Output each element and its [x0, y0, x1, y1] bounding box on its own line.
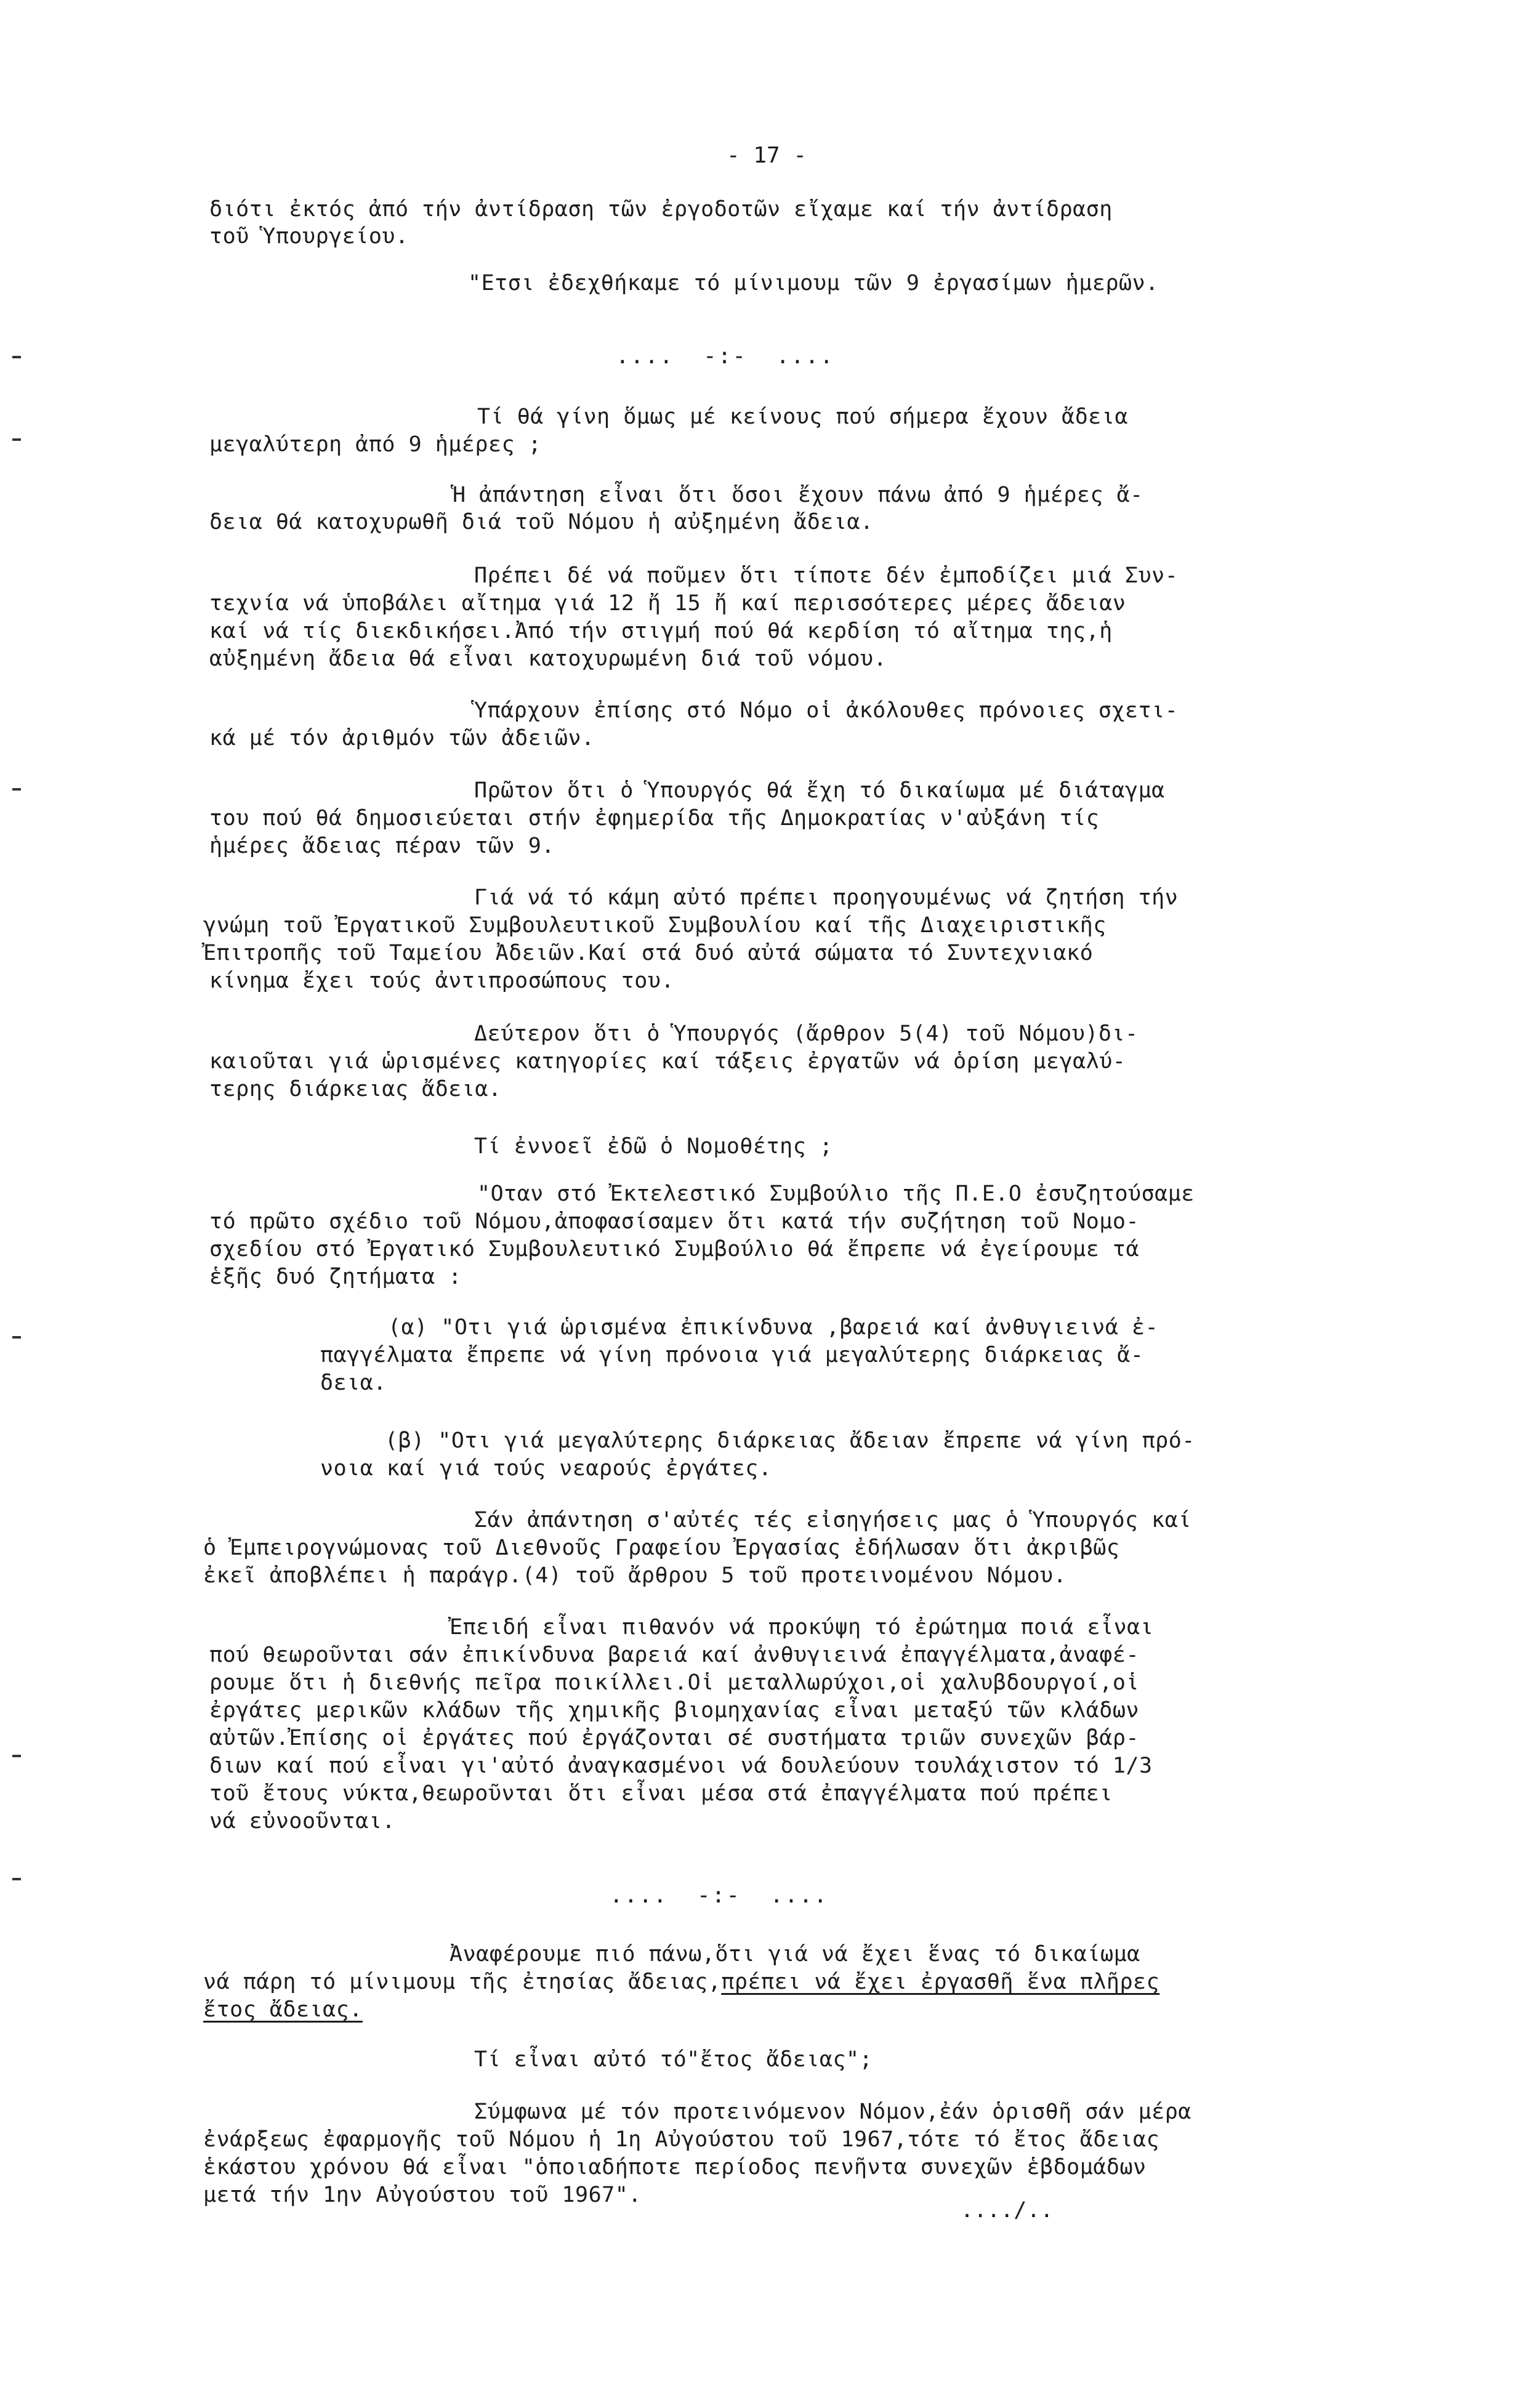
- continuation-mark: ..../..: [961, 2198, 1054, 2223]
- text-line: καιοῦται γιά ὡρισμένες κατηγορίες καί τάξεις ἐργατῶν νά ὁρίση μεγαλύ-: [209, 1049, 1126, 1074]
- text-line: νοια καί γιά τούς νεαρούς ἐργάτες.: [320, 1456, 772, 1481]
- text-line: Ἐπειδή εἶναι πιθανόν νά προκύψη τό ἐρώτημα ποιά εἶναι: [450, 1615, 1154, 1640]
- text-line: κά μέ τόν ἀριθμόν τῶν ἀδειῶν.: [209, 726, 595, 751]
- text-line: Ἡ ἀπάντηση εἶναι ὅτι ὅσοι ἔχουν πάνω ἀπό 9 ἡμέρες ἄ-: [453, 483, 1143, 507]
- text-line: δεια θά κατοχυρωθῆ διά τοῦ Νόμου ἡ αὐξημένη ἄδεια.: [209, 510, 874, 534]
- text-line: Ἐπιτροπῆς τοῦ Ταμείου Ἀδειῶν.Καί στά δυό αὐτά σώματα τό Συντεχνιακό: [203, 941, 1094, 965]
- text-line: Δεύτερον ὅτι ὁ Ὑπουργός (ἄρθρον 5(4) τοῦ Νόμου)δι-: [474, 1021, 1139, 1046]
- text-line: διων καί πού εἶναι γι'αὐτό ἀναγκασμένοι νά δουλεύουν τουλάχιστον τό 1/3: [209, 1754, 1153, 1778]
- text-line: Σάν ἀπάντηση σ'αὐτές τές εἰσηγήσεις μας ὁ Ὑπουργός καί: [474, 1508, 1191, 1532]
- text-line: τερης διάρκειας ἄδεια.: [209, 1077, 502, 1101]
- text-line: τό πρῶτο σχέδιο τοῦ Νόμου,ἀποφασίσαμεν ὅτι κατά τήν συζήτηση τοῦ Νομο-: [209, 1209, 1140, 1234]
- text-line: [203, 1968, 1159, 1995]
- page-number: - 17 -: [727, 143, 807, 168]
- text-line: τοῦ ἔτους νύκτα,θεωροῦνται ὅτι εἶναι μέσα στά ἐπαγγέλματα πού πρέπει: [209, 1781, 1113, 1806]
- margin-mark: [12, 1755, 21, 1757]
- text-line: Τί εἶναι αὐτό τό"ἔτος ἄδειας";: [474, 2047, 873, 2072]
- margin-mark: [12, 788, 21, 791]
- text-line: μετά τήν 1ην Αὐγούστου τοῦ 1967".: [203, 2183, 642, 2207]
- underlined-phrase: πρέπει νά ἔχει ἐργασθῆ ἕνα πλῆρες: [721, 1970, 1160, 1994]
- text-line: "Ετσι ἐδεχθήκαμε τό μίνιμουμ τῶν 9 ἐργασίμων ἡμερῶν.: [468, 271, 1159, 296]
- text-line: Ὑπάρχουν ἐπίσης στό Νόμο οἱ ἀκόλουθες πρόνοιες σχετι-: [474, 698, 1179, 723]
- text-line: διότι ἐκτός ἀπό τήν ἀντίδραση τῶν ἐργοδοτῶν εἴχαμε καί τήν ἀντίδραση: [209, 197, 1113, 222]
- text-line: ἡμέρες ἄδειας πέραν τῶν 9.: [209, 834, 555, 858]
- text-line: (α) "Οτι γιά ὡρισμένα ἐπικίνδυνα ,βαρειά καί ἀνθυγιεινά ἐ-: [388, 1315, 1159, 1340]
- text-line: Πρῶτον ὅτι ὁ Ὑπουργός θά ἔχη τό δικαίωμα μέ διάταγμα: [474, 778, 1165, 803]
- text-line: (β) "Οτι γιά μεγαλύτερης διάρκειας ἄδειαν ἔπρεπε νά γίνη πρό-: [385, 1428, 1195, 1453]
- section-separator: .... -:- ....: [616, 344, 835, 369]
- text-line: ἑκάστου χρόνου θά εἶναι "ὁποιαδήποτε περίοδος πενῆντα συνεχῶν ἑβδομάδων: [203, 2155, 1147, 2180]
- text-line: αὐτῶν.Ἐπίσης οἱ ἐργάτες πού ἐργάζονται σέ συστήματα τριῶν συνεχῶν βάρ-: [209, 1726, 1140, 1750]
- text-line: Τί ἐννοεῖ ἐδῶ ὁ Νομοθέτης ;: [474, 1134, 833, 1159]
- text-segment: νά πάρη τό μίνιμουμ τῆς ἐτησίας ἄδειας,: [203, 1970, 722, 1994]
- margin-mark: [12, 438, 21, 441]
- text-line: σχεδίου στό Ἐργατικό Συμβουλευτικό Συμβούλιο θά ἔπρεπε νά ἐγείρουμε τά: [209, 1237, 1140, 1262]
- text-line: τεχνία νά ὑποβάλει αἴτημα γιά 12 ἤ 15 ἤ καί περισσότερες μέρες ἄδειαν: [209, 591, 1126, 616]
- text-line: τοῦ Ὑπουργείου.: [209, 224, 409, 249]
- text-line: πού θεωροῦνται σάν ἐπικίνδυνα βαρειά καί ἀνθυγιεινά ἐπαγγέλματα,ἀναφέ-: [209, 1643, 1140, 1667]
- text-line: παγγέλματα ἔπρεπε νά γίνη πρόνοια γιά μεγαλύτερης διάρκειας ἄ-: [320, 1343, 1144, 1367]
- text-line: Τί θά γίνη ὅμως μέ κείνους πού σήμερα ἔχουν ἄδεια: [477, 405, 1129, 429]
- text-line: ἐκεῖ ἀποβλέπει ἡ παράγρ.(4) τοῦ ἄρθρου 5 τοῦ προτεινομένου Νόμου.: [203, 1563, 1067, 1588]
- underlined-line: ἔτος ἄδειας.: [203, 1997, 363, 2022]
- text-line: ἑξῆς δυό ζητήματα :: [209, 1265, 462, 1289]
- text-line: ἐνάρξεως ἐφαρμογῆς τοῦ Νόμου ἡ 1η Αὐγούστου τοῦ 1967,τότε τό ἔτος ἄδειας: [203, 2127, 1160, 2152]
- text-line: αὐξημένη ἄδεια θά εἶναι κατοχυρωμένη διά τοῦ νόμου.: [209, 646, 887, 671]
- text-line: Πρέπει δέ νά ποῦμεν ὅτι τίποτε δέν ἐμποδίζει μιά Συν-: [474, 563, 1179, 588]
- text-line: ὁ Ἐμπειρογνώμονας τοῦ Διεθνοῦς Γραφείου Ἐργασίας ἐδήλωσαν ὅτι ἀκριβῶς: [203, 1536, 1120, 1560]
- text-line: Ἀναφέρουμε πιό πάνω,ὅτι γιά νά ἔχει ἕνας τό δικαίωμα: [450, 1942, 1140, 1967]
- text-line: του πού θά δημοσιεύεται στήν ἐφημερίδα τῆς Δημοκρατίας ν'αὐξάνη τίς: [209, 806, 1100, 831]
- section-separator: .... -:- ....: [610, 1883, 829, 1908]
- text-line: δεια.: [320, 1371, 387, 1395]
- text-line: ἐργάτες μερικῶν κλάδων τῆς χημικῆς βιομηχανίας εἶναι μεταξύ τῶν κλάδων: [209, 1698, 1140, 1723]
- text-line: καί νά τίς διεκδικήσει.Ἀπό τήν στιγμή πού θά κερδίση τό αἴτημα της,ἡ: [209, 619, 1113, 643]
- text-line: νά εὐνοοῦνται.: [209, 1809, 396, 1834]
- margin-mark: [12, 1878, 21, 1880]
- margin-mark: [12, 1336, 21, 1339]
- text-line: κίνημα ἔχει τούς ἀντιπροσώπους του.: [209, 968, 675, 993]
- text-line: "Οταν στό Ἐκτελεστικό Συμβούλιο τῆς Π.Ε.Ο ἐσυζητούσαμε: [477, 1182, 1195, 1206]
- text-line: μεγαλύτερη ἀπό 9 ἡμέρες ;: [209, 432, 542, 457]
- text-line: γνώμη τοῦ Ἐργατικοῦ Συμβουλευτικοῦ Συμβουλίου καί τῆς Διαχειριστικῆς: [203, 913, 1107, 938]
- margin-mark: [12, 356, 21, 358]
- text-line: ρουμε ὅτι ἡ διεθνής πεῖρα ποικίλλει.Οἱ μεταλλωρύχοι,οἱ χαλυβδουργοί,οἱ: [209, 1670, 1140, 1695]
- text-line: Γιά νά τό κάμη αὐτό πρέπει προηγουμένως νά ζητήση τήν: [474, 885, 1179, 910]
- text-line: Σύμφωνα μέ τόν προτεινόμενον Νόμον,ἐάν ὁρισθῆ σάν μέρα: [474, 2100, 1191, 2124]
